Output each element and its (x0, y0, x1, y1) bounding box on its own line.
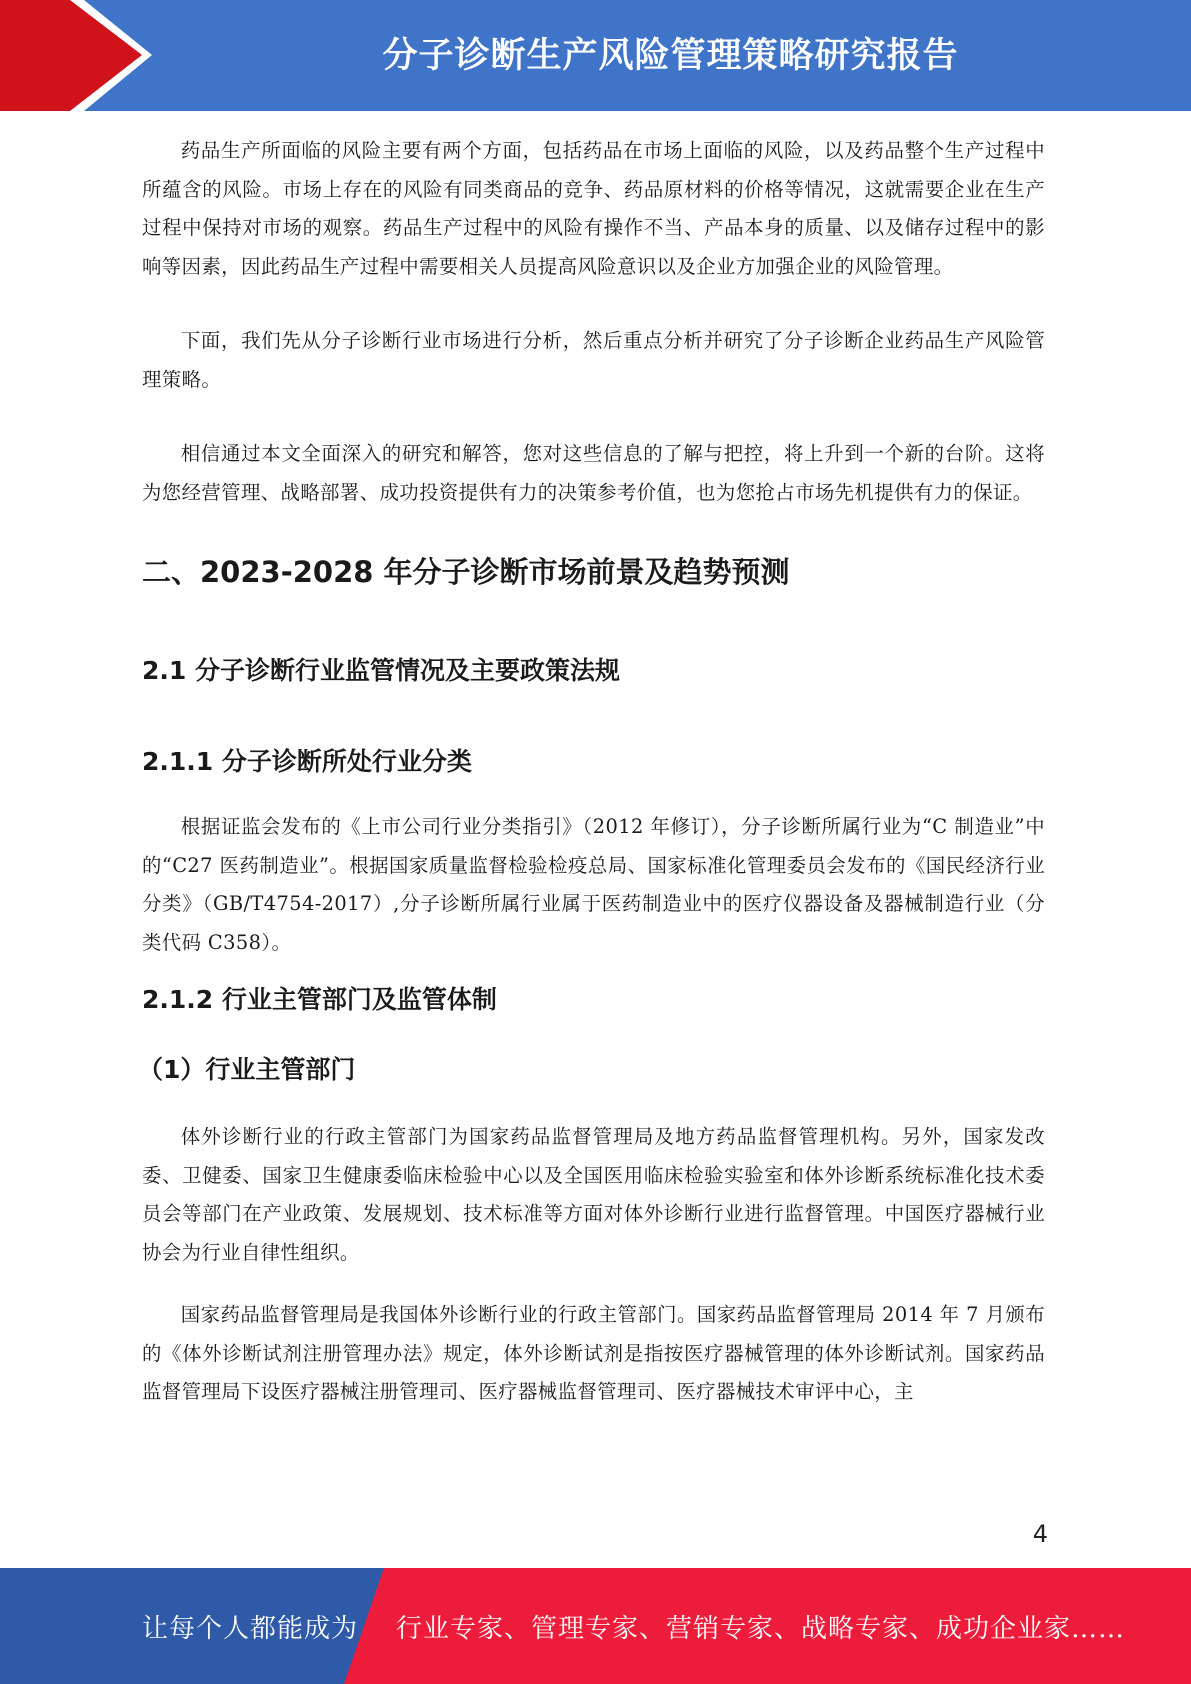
subsection-heading-regulation: 2.1 分子诊断行业监管情况及主要政策法规 (142, 656, 620, 685)
header-chevron-graphic (0, 0, 160, 111)
paragraph-competent-department: 体外诊断行业的行政主管部门为国家药品监督管理局及地方药品监督管理机构。另外，国家发改委、卫健委、国家卫生健康委临床检验中心以及全国医用临床检验实验室和体外诊断系统标准化技术委员会等部门在产业政策、发展规划、技术标准等方面对体外诊断行业进行监督管理。中国医疗器械行业协会为行业自律性组织。 (142, 1125, 1045, 1264)
item-heading-competent-department: （1）行业主管部门 (138, 1055, 356, 1084)
page-body (138, 132, 1045, 1412)
footer-slogan-left: 让每个人都能成为 (142, 1614, 359, 1644)
subsection-heading-authorities: 2.1.2 行业主管部门及监管体制 (142, 985, 497, 1014)
page-footer (0, 1568, 1191, 1684)
page-header (0, 0, 1191, 111)
subsection-heading-classification: 2.1.1 分子诊断所处行业分类 (142, 747, 472, 776)
section-heading-market-forecast: 二、2023-2028 年分子诊断市场前景及趋势预测 (142, 555, 790, 589)
paragraph-outline: 下面，我们先从分子诊断行业市场进行分析，然后重点分析并研究了分子诊断企业药品生产风险管理策略。 (142, 329, 1045, 391)
paragraph-value: 相信通过本文全面深入的研究和解答，您对这些信息的了解与把控，将上升到一个新的台阶。这将为您经营管理、战略部署、成功投资提供有力的决策参考价值，也为您抢占市场先机提供有力的保证。 (142, 442, 1045, 504)
paragraph-classification: 根据证监会发布的《上市公司行业分类指引》（2012 年修订），分子诊断所属行业为“C 制造业”中的“C27 医药制造业”。根据国家质量监督检验检疫总局、国家标准化管理委员会发布的《国民经济行业分类》（GB/T4754-2017）,分子诊断所属行业属于医药制造业中的医疗仪器设备及器械制造行业（分类代码 C358）。 (142, 815, 1045, 954)
footer-slogan-right: 行业专家、管理专家、营销专家、战略专家、成功企业家…… (396, 1614, 1126, 1644)
report-title: 分子诊断生产风险管理策略研究报告 (382, 36, 959, 76)
page-number: 4 (1032, 1520, 1048, 1548)
paragraph-nmpa: 国家药品监督管理局是我国体外诊断行业的行政主管部门。国家药品监督管理局 2014 年 7 月颁布的《体外诊断试剂注册管理办法》规定，体外诊断试剂是指按医疗器械管理的体外诊断试剂。国家药品监督管理局下设医疗器械注册管理司、医疗器械监督管理司、医疗器械技术审评中心，主 (142, 1303, 1045, 1403)
paragraph-risk-overview: 药品生产所面临的风险主要有两个方面，包括药品在市场上面临的风险，以及药品整个生产过程中所蕴含的风险。市场上存在的风险有同类商品的竞争、药品原材料的价格等情况，这就需要企业在生产过程中保持对市场的观察。药品生产过程中的风险有操作不当、产品本身的质量、以及储存过程中的影响等因素，因此药品生产过程中需要相关人员提高风险意识以及企业方加强企业的风险管理。 (142, 139, 1045, 278)
